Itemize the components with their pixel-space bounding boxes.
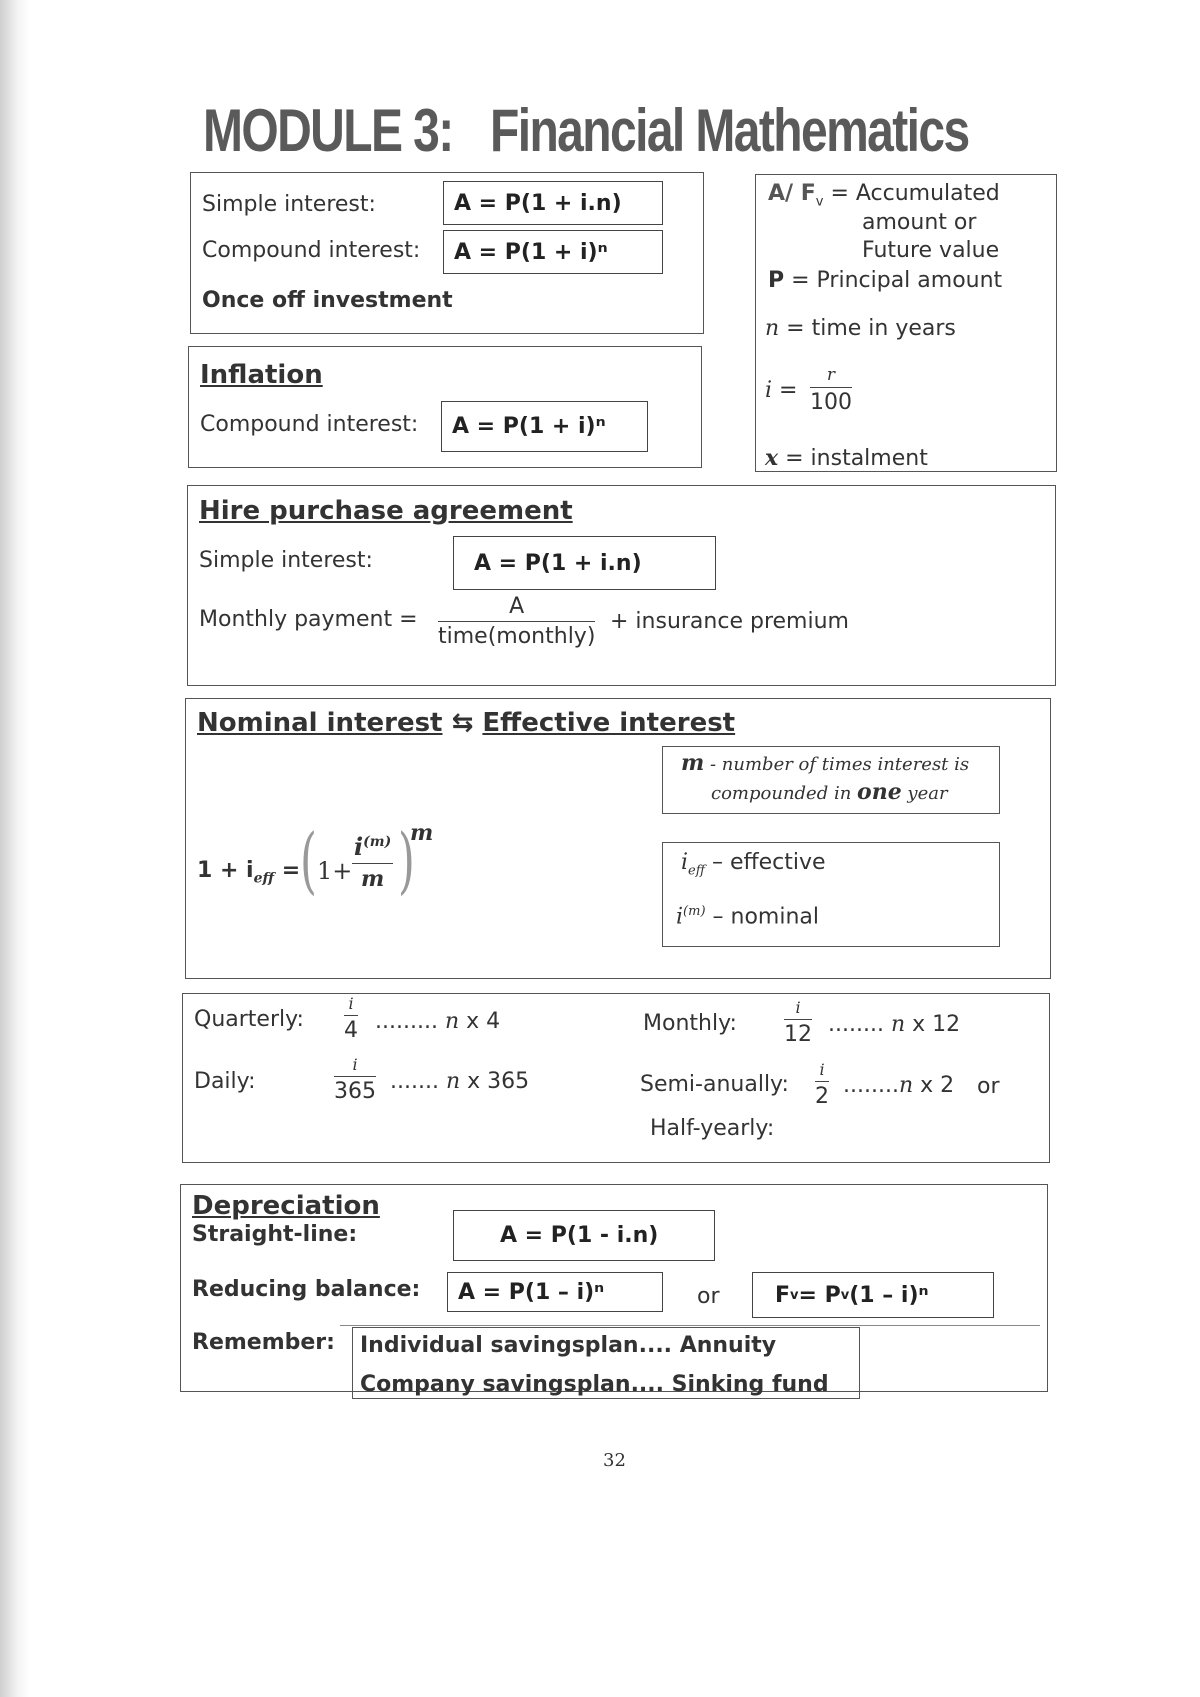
legend-i-fraction: r 100 (810, 365, 852, 415)
semi-annually-rule: ........n x 2 (843, 1073, 955, 1098)
nominal-effective-heading: Nominal interest ⇆ Effective interest (197, 708, 736, 738)
insurance-premium: + insurance premium (610, 609, 849, 634)
remember-line-annuity: Individual savingsplan.... Annuity (360, 1333, 777, 1358)
compound-interest-label: Compound interest: (202, 238, 421, 263)
legend-n: n = time in years (765, 316, 956, 341)
once-off-investment: Once off investment (202, 288, 453, 313)
monthly-fraction: i 12 (784, 998, 812, 1047)
daily-label: Daily: (194, 1069, 256, 1094)
monthly-rule: ........ n x 12 (828, 1012, 961, 1037)
effective-formula-paren-right: ) (398, 818, 415, 902)
half-yearly-label: Half-yearly: (650, 1116, 775, 1141)
semi-annually-fraction: i 2 (815, 1060, 829, 1109)
quarterly-fraction: i 4 (344, 994, 358, 1043)
hire-purchase-heading: Hire purchase agreement (199, 496, 573, 526)
hire-formula: A = P(1 + i.n) (453, 536, 716, 590)
remember-line-sinking-fund: Company savingsplan.... Sinking fund (360, 1372, 829, 1397)
daily-rule: ....... n x 365 (390, 1069, 530, 1094)
subject-title: Financial Mathematics (490, 97, 969, 164)
effective-formula-fraction: $i^{(m)}$ m (354, 832, 392, 892)
monthly-label: Monthly: (643, 1011, 737, 1036)
reducing-balance-formula: A = P(1 – i)ⁿ (447, 1272, 663, 1312)
legend-a-def3: Future value (862, 238, 1000, 263)
reducing-balance-label: Reducing balance: (192, 1277, 421, 1302)
m-definition-line2: compounded in one year (711, 779, 948, 805)
remember-label: Remember: (192, 1330, 335, 1355)
monthly-payment-fraction: A time(monthly) (438, 594, 596, 649)
inflation-formula: A = P(1 + i)ⁿ (441, 401, 648, 452)
effective-formula-power: m (410, 820, 434, 846)
daily-fraction: i 365 (334, 1055, 376, 1104)
monthly-payment-label: Monthly payment = (199, 607, 418, 632)
inflation-heading: Inflation (200, 360, 323, 390)
legend-a-def2: amount or (862, 210, 977, 235)
effective-formula-lhs: $1 + i_{eff}$ = (197, 858, 301, 887)
legend-i: i = (765, 378, 798, 403)
compound-interest-formula: A = P(1 + i)ⁿ (443, 230, 663, 274)
hire-simple-label: Simple interest: (199, 548, 373, 573)
simple-interest-label: Simple interest: (202, 192, 376, 217)
depreciation-heading: Depreciation (192, 1191, 380, 1221)
quarterly-label: Quarterly: (194, 1007, 304, 1032)
effective-formula-paren-left: ( (300, 818, 317, 902)
page-number: 32 (603, 1450, 626, 1471)
straight-line-label: Straight-line: (192, 1222, 358, 1247)
straight-line-formula: A = P(1 - i.n) (453, 1210, 715, 1261)
legend-a: A/ $F_v$ = Accumulated (768, 181, 1000, 210)
quarterly-rule: ......... n x 4 (375, 1009, 501, 1034)
future-value-formula: F v = P v (1 – i)ⁿ (752, 1272, 994, 1318)
semi-annually-label: Semi-anually: (640, 1072, 789, 1097)
legend-x: x = instalment (765, 445, 928, 471)
m-definition-line1: m - number of times interest is (681, 750, 970, 776)
reducing-balance-or: or (697, 1284, 720, 1309)
semi-annually-or: or (977, 1074, 1000, 1099)
eff-definition: $i_{eff}$ – effective (681, 850, 826, 879)
effective-formula-one-plus: 1+ (317, 857, 353, 885)
nominal-definition: $i^{(m)}$ – nominal (676, 904, 820, 930)
module-title: MODULE 3: (203, 97, 453, 164)
remember-divider (340, 1325, 1040, 1326)
inflation-label: Compound interest: (200, 412, 419, 437)
legend-p: P = Principal amount (768, 268, 1003, 293)
simple-interest-formula: A = P(1 + i.n) (443, 181, 663, 225)
page-left-edge (0, 0, 30, 1697)
